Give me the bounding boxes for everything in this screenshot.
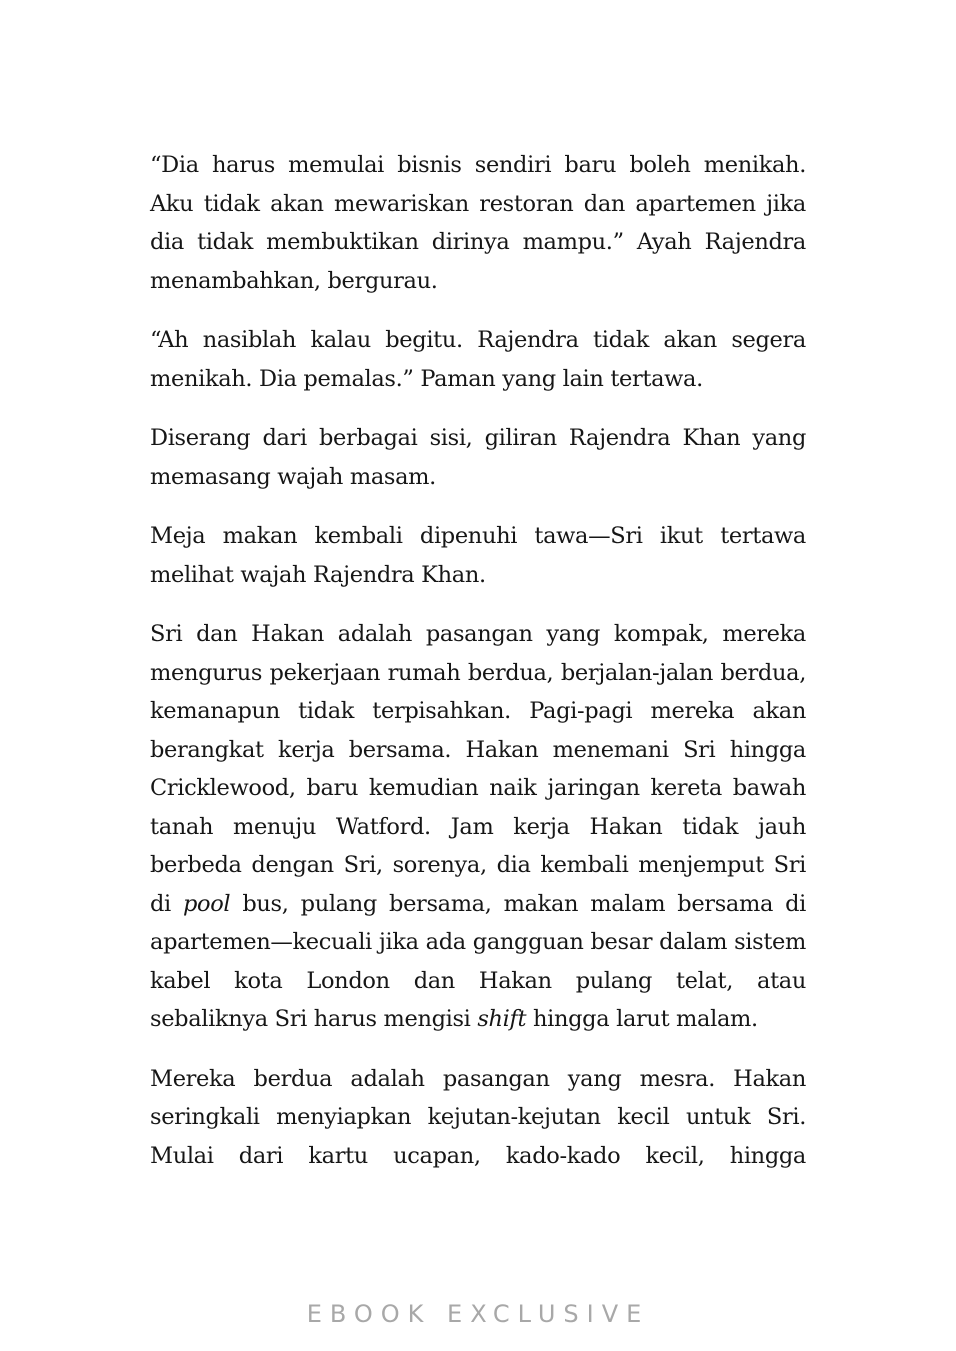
paragraph <box>150 615 806 1039</box>
italic-term: shift <box>477 1006 527 1032</box>
paragraph: Meja makan kembali dipenuhi tawa—Sri ikut tertawa melihat wajah Rajendra Khan. <box>150 523 806 588</box>
page-body <box>150 146 806 1196</box>
footer-watermark: EBOOK EXCLUSIVE <box>306 1300 650 1328</box>
paragraph-text: bus, pulang bersama, makan malam bersama di apartemen—kecuali jika ada gangguan besar dalam sistem kabel kota London dan Hakan pulang telat, atau sebaliknya Sri harus mengisi <box>150 890 806 1032</box>
paragraph-text: Sri dan Hakan adalah pasangan yang kompak, mereka mengurus pekerjaan rumah berdua, berjalan-jalan berdua, kemanapun tidak terpisahkan. Pagi-pagi mereka akan berangkat kerja bersama. Hakan menemani Sri hingga Cricklewood, baru kemudian naik jaringan kereta bawah tanah menuju Watford. Jam kerja Hakan tidak jauh berbeda dengan Sri, sorenya, dia kembali menjemput Sri di <box>150 621 806 917</box>
paragraph-text: hingga larut malam. <box>526 1006 758 1032</box>
paragraph: Mereka berdua adalah pasangan yang mesra. Hakan seringkali menyiapkan kejutan-kejutan kecil untuk Sri. Mulai dari kartu ucapan, kado-kado kecil, hingga <box>150 1065 806 1169</box>
paragraph: Diserang dari berbagai sisi, giliran Rajendra Khan yang memasang wajah masam. <box>150 425 806 490</box>
paragraph: “Dia harus memulai bisnis sendiri baru boleh menikah. Aku tidak akan mewariskan restoran dan apartemen jika dia tidak membuktikan dirinya mampu.” Ayah Rajendra menambahkan, bergurau. <box>150 152 806 294</box>
paragraph: “Ah nasiblah kalau begitu. Rajendra tidak akan segera menikah. Dia pemalas.” Paman yang lain tertawa. <box>150 327 806 392</box>
italic-term: pool <box>182 890 231 917</box>
